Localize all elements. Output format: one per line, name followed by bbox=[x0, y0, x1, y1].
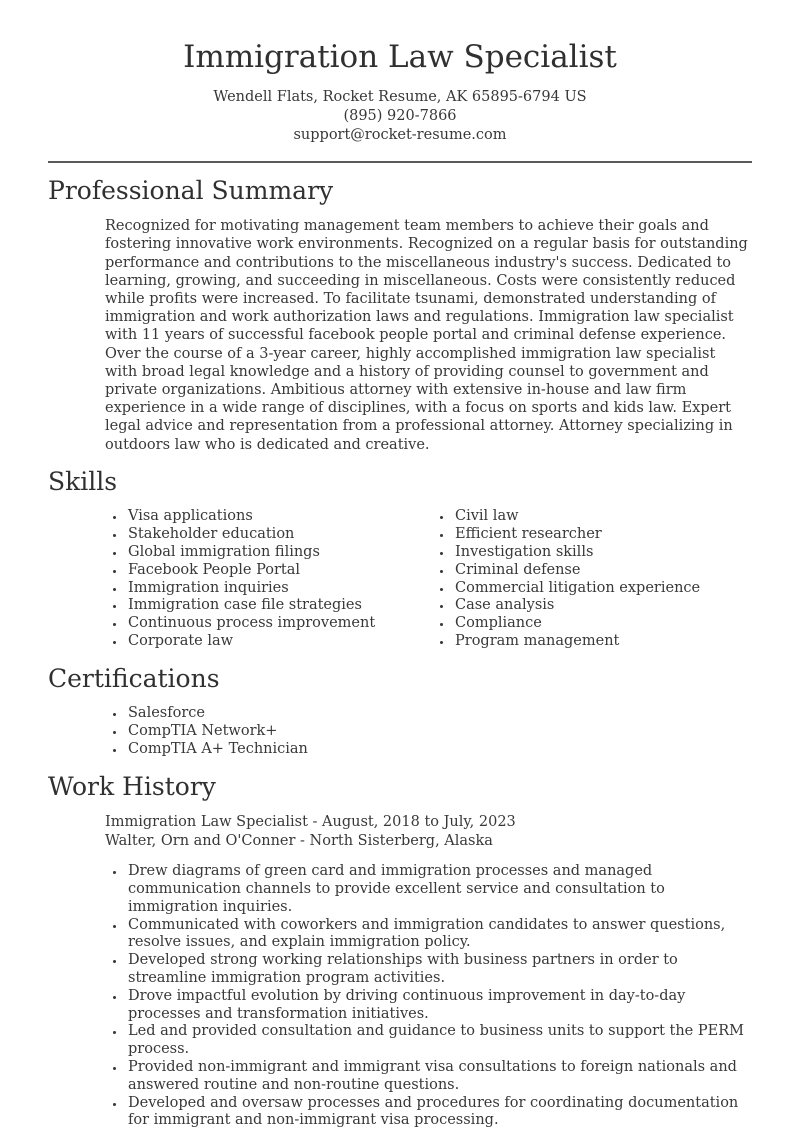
skill-item: • Immigration case file strategies bbox=[126, 597, 432, 615]
job-duty-item: • Led and provided consultation and guidance to business units to support the PERM process. bbox=[126, 1023, 752, 1059]
skills-list-column-2 bbox=[432, 508, 752, 650]
section-certifications bbox=[48, 663, 752, 759]
skill-item: • Compliance bbox=[453, 615, 752, 633]
resume-header bbox=[48, 38, 752, 145]
skill-item: • Facebook People Portal bbox=[126, 562, 432, 580]
section-professional-summary bbox=[48, 175, 752, 454]
skill-item: • Efficient researcher bbox=[453, 526, 752, 544]
certifications-list bbox=[105, 705, 752, 758]
skill-item: • Program management bbox=[453, 633, 752, 651]
job-duties-list bbox=[105, 863, 752, 1130]
job-title-dates: Immigration Law Specialist - August, 2018 to July, 2023 bbox=[105, 814, 516, 831]
summary-text: Recognized for motivating management team members to achieve their goals and fostering innovative work environments. Recognized on a regular basis for outstanding performance and contributions to the miscellaneous industry's success. Dedicated to learning, growing, and succeeding in miscellaneous. Costs were consistently reduced while profits were increased. To facilitate tsunami, demonstrated understanding of immigration and work authorization laws and regulations. Immigration law specialist with 11 years of successful facebook people portal and criminal defense experience. Over the course of a 3-year career, highly accomplished immigration law specialist with broad legal knowledge and a history of providing counsel to government and private organizations. Ambitious attorney with extensive in-house and law firm experience in a wide range of disciplines, with a focus on sports and kids law. Expert legal advice and representation from a professional attorney. Attorney specializing in outdoors law who is dedicated and creative. bbox=[105, 218, 748, 453]
section-skills bbox=[48, 466, 752, 651]
contact-phone: (895) 920-7866 bbox=[343, 107, 457, 124]
skills-heading: Skills bbox=[48, 466, 118, 496]
contact-email: support@rocket-resume.com bbox=[293, 126, 507, 143]
skill-item: • Commercial litigation experience bbox=[453, 580, 752, 598]
summary-heading: Professional Summary bbox=[48, 175, 334, 205]
job-duty-item: • Communicated with coworkers and immigration candidates to answer questions, resolve issues, and explain immigration policy. bbox=[126, 917, 752, 953]
skill-item: • Visa applications bbox=[126, 508, 432, 526]
section-work-history bbox=[48, 771, 752, 1130]
job-duty-item: • Provided non-immigrant and immigrant visa consultations to foreign nationals and answered routine and non-routine questions. bbox=[126, 1059, 752, 1095]
skill-item: • Continuous process improvement bbox=[126, 615, 432, 633]
page-title: Immigration Law Specialist bbox=[183, 39, 617, 75]
skill-item: • Case analysis bbox=[453, 597, 752, 615]
certification-item: • CompTIA Network+ bbox=[126, 723, 752, 741]
skill-item: • Corporate law bbox=[126, 633, 432, 651]
certification-item: • Salesforce bbox=[126, 705, 752, 723]
job-duty-item: • Developed and oversaw processes and procedures for coordinating documentation for immigrant and non-immigrant visa processing. bbox=[126, 1095, 752, 1130]
work-history-heading: Work History bbox=[48, 771, 216, 801]
skills-list-column-1 bbox=[105, 508, 432, 650]
contact-address: Wendell Flats, Rocket Resume, AK 65895-6794 US bbox=[213, 88, 587, 105]
job-duty-item: • Drove impactful evolution by driving continuous improvement in day-to-day processes and transformation initiatives. bbox=[126, 988, 752, 1024]
job-duty-item: • Developed strong working relationships with business partners in order to streamline immigration program activities. bbox=[126, 952, 752, 988]
skill-item: • Criminal defense bbox=[453, 562, 752, 580]
skill-item: • Investigation skills bbox=[453, 544, 752, 562]
header-divider bbox=[48, 161, 752, 163]
certification-item: • CompTIA A+ Technician bbox=[126, 741, 752, 759]
skill-item: • Immigration inquiries bbox=[126, 580, 432, 598]
skill-item: • Stakeholder education bbox=[126, 526, 432, 544]
job-entry bbox=[105, 813, 752, 1130]
job-employer-location: Walter, Orn and O'Conner - North Sisterberg, Alaska bbox=[105, 833, 493, 850]
skill-item: • Global immigration filings bbox=[126, 544, 432, 562]
skills-columns bbox=[105, 508, 752, 650]
skill-item: • Civil law bbox=[453, 508, 752, 526]
job-duty-item: • Drew diagrams of green card and immigration processes and managed communication channels to provide excellent service and consultation to immigration inquiries. bbox=[126, 863, 752, 916]
certifications-heading: Certifications bbox=[48, 663, 220, 693]
